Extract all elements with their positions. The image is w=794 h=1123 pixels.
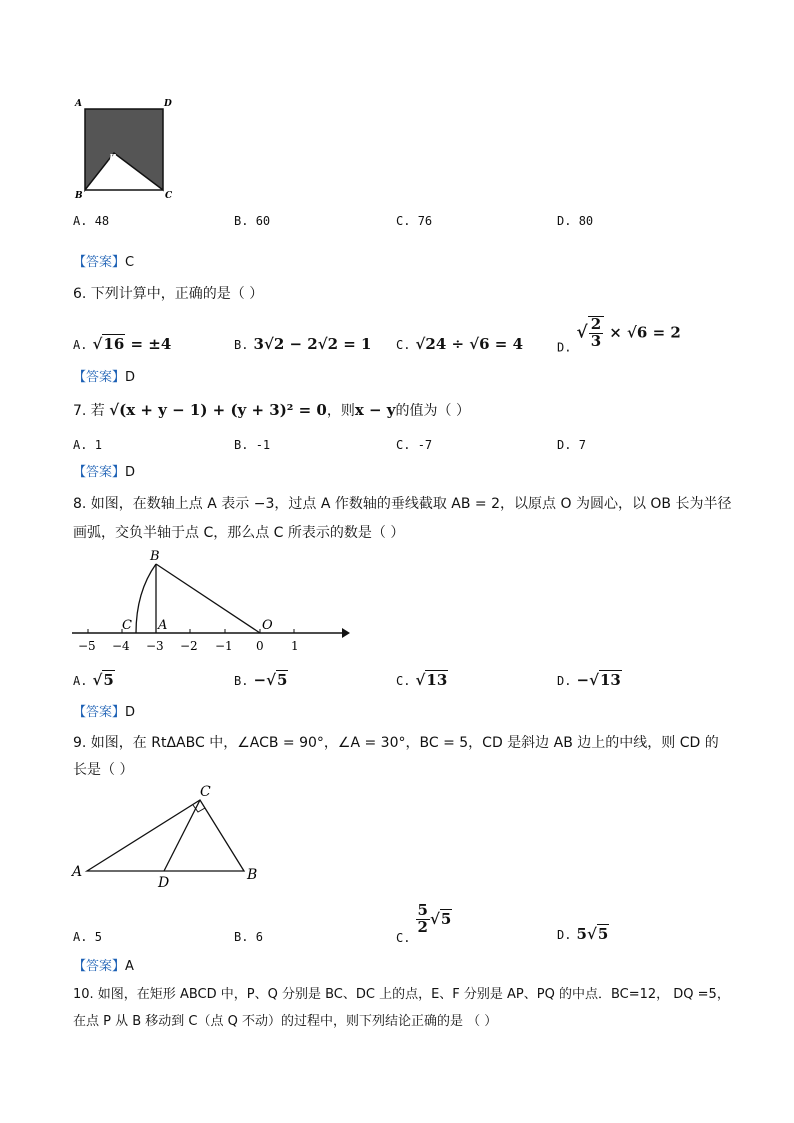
q9-label-a: A xyxy=(72,864,83,880)
q8-stem-line2: 画弧，交负半轴于点 C，那么点 C 所表示的数是（ ） xyxy=(73,525,405,541)
q8-option-d[interactable]: D. −√13 xyxy=(557,671,621,689)
q10-stem-line1: 10. 如图，在矩形 ABCD 中，P、Q 分别是 BC、DC 上的点，E、F 分别是 AP、PQ 的中点．BC=12， DQ =5， xyxy=(73,987,730,1002)
q8-answer: 【答案】D xyxy=(73,705,136,720)
q9-option-a[interactable]: A. 5 xyxy=(73,930,102,944)
q7-option-d[interactable]: D. 7 xyxy=(557,438,586,452)
q8-label-c: C xyxy=(122,618,132,633)
q9-label-c: C xyxy=(200,784,211,800)
q8-tick-label: −1 xyxy=(215,639,233,653)
q8-segment-bo xyxy=(156,564,260,633)
q8-label-o: O xyxy=(262,618,273,633)
q7-stem: 7. 若 √(x + y − 1) + (y + 3)² = 0，则x − y的值为（ ） xyxy=(73,401,470,419)
q5-option-d[interactable]: D. 80 xyxy=(557,214,594,228)
q9-stem-line1: 9. 如图，在 RtΔABC 中，∠ACB = 90°，∠A = 30°，BC = 5，CD 是斜边 AB 边上的中线，则 CD 的 xyxy=(73,735,719,751)
q8-label-b: B xyxy=(150,549,160,564)
q6-option-a[interactable]: A. √16 = ±4 xyxy=(73,335,172,353)
q8-tick-label: 1 xyxy=(291,639,299,653)
q5-label-d: D xyxy=(164,99,172,109)
q8-number-line-figure xyxy=(70,548,350,658)
q10-stem-line2: 在点 P 从 B 移动到 C（点 Q 不动）的过程中，则下列结论正确的是 （ ） xyxy=(73,1014,498,1029)
q5-label-b: B xyxy=(75,191,83,200)
q8-tick-label: −2 xyxy=(180,639,198,653)
q8-label-a: A xyxy=(158,618,168,633)
q5-shaded-region xyxy=(85,109,163,190)
q8-option-c[interactable]: C. √13 xyxy=(396,671,448,689)
q8-tick-label: 0 xyxy=(256,639,264,653)
q8-tick-label: −4 xyxy=(112,639,130,653)
q9-answer: 【答案】A xyxy=(73,959,134,974)
q9-label-d: D xyxy=(158,875,170,890)
q5-label-e: E xyxy=(109,154,116,164)
q6-answer: 【答案】D xyxy=(73,370,136,385)
q6-option-b[interactable]: B. 3√2 − 2√2 = 1 xyxy=(234,335,372,353)
q9-label-b: B xyxy=(247,867,258,883)
q5-figure xyxy=(74,96,184,200)
q5-label-a: A xyxy=(75,99,82,109)
q9-option-b[interactable]: B. 6 xyxy=(234,930,263,944)
q8-arc xyxy=(136,564,156,633)
q6-stem: 6. 下列计算中，正确的是（ ） xyxy=(73,286,264,302)
q5-label-c: C xyxy=(165,191,173,200)
q8-option-a[interactable]: A. √5 xyxy=(73,671,114,689)
q8-axis-arrow xyxy=(342,628,350,638)
q9-triangle-figure xyxy=(70,780,270,890)
q6-option-c[interactable]: C. √24 ÷ √6 = 4 xyxy=(396,335,524,353)
q5-option-a[interactable]: A. 48 xyxy=(73,214,110,228)
q7-option-b[interactable]: B. -1 xyxy=(234,438,271,452)
q9-triangle-abc xyxy=(87,800,244,871)
q7-answer: 【答案】D xyxy=(73,465,136,480)
q5-option-c[interactable]: C. 76 xyxy=(396,214,433,228)
q9-stem-line2: 长是（ ） xyxy=(73,762,134,778)
q9-option-d[interactable]: D. 5√5 xyxy=(557,925,609,943)
q8-tick-label: −3 xyxy=(146,639,164,653)
q6-option-d[interactable]: $_{D.}$ √ $\frac{2}{3}$ × √6 = 2 xyxy=(557,315,681,355)
q9-option-c[interactable]: $_{C.}$ $\frac{5}{2}$ √5 xyxy=(396,901,452,945)
q7-option-c[interactable]: C. -7 xyxy=(396,438,433,452)
q5-answer: 【答案】C xyxy=(73,255,135,270)
q5-option-b[interactable]: B. 60 xyxy=(234,214,271,228)
q8-option-b[interactable]: B. −√5 xyxy=(234,671,288,689)
q8-tick-label: −5 xyxy=(78,639,96,653)
q7-option-a[interactable]: A. 1 xyxy=(73,438,102,452)
q8-stem-line1: 8. 如图，在数轴上点 A 表示 −3，过点 A 作数轴的垂线截取 AB = 2，以原点 O 为圆心，以 OB 长为半径 xyxy=(73,496,732,512)
